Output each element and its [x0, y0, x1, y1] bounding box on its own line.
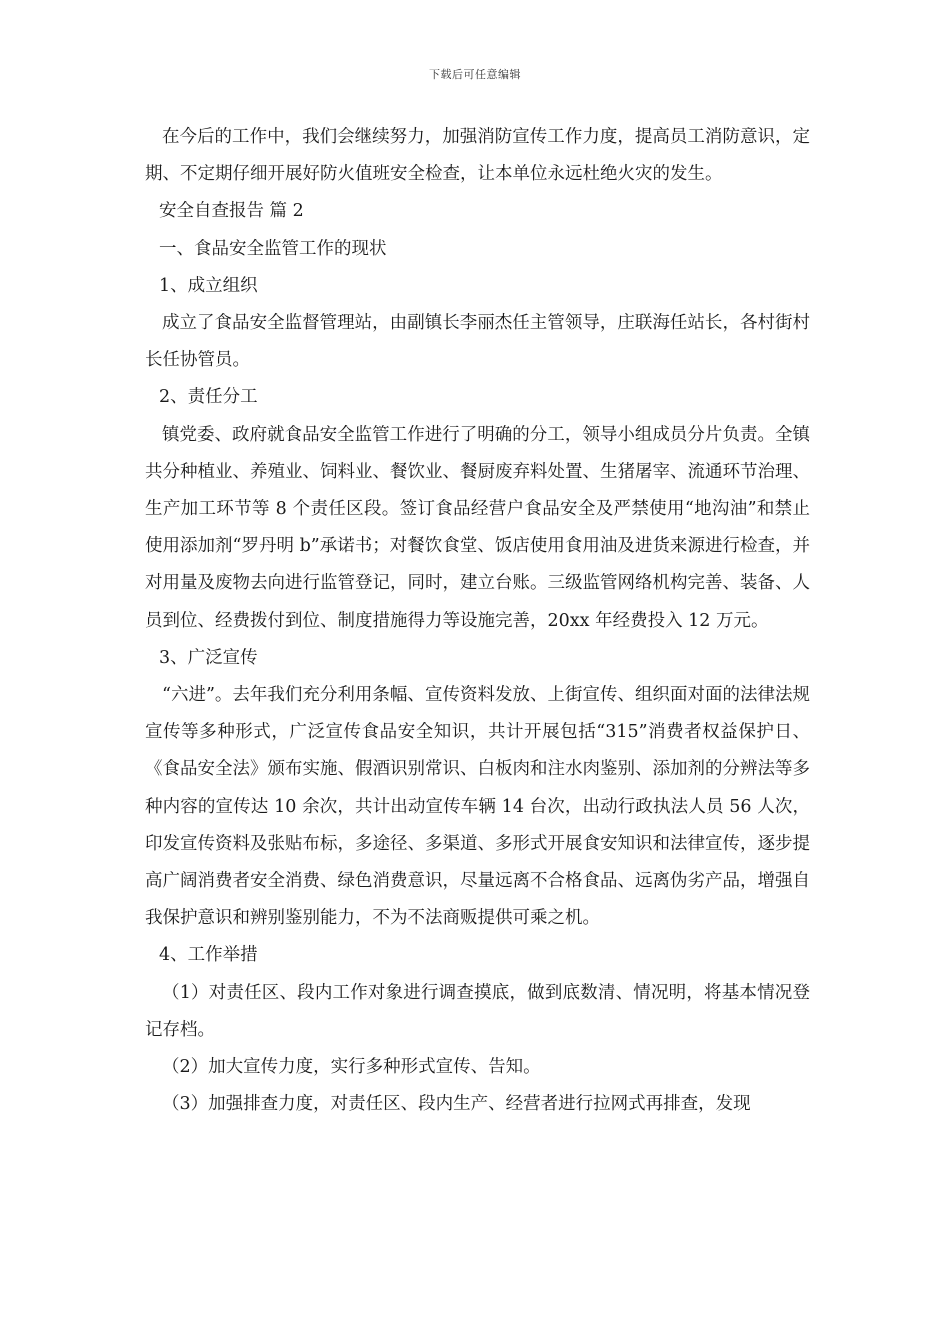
paragraph: 镇党委、政府就食品安全监管工作进行了明确的分工，领导小组成员分片负责。全镇共分种植业、养殖业、饲料业、餐饮业、餐厨废弃料处置、生猪屠宰、流通环节治理、生产加工环节等 8 个责任区段。签订食品经营户食品安全及严禁使用“地沟油”和禁止使用添加剂“罗丹明 b”承诺书；对餐饮食堂、饭店使用食用油及进货来源进行检查，并对用量及废物去向进行监管登记，同时，建立台账。三级监管网络机构完善、装备、人员到位、经费拨付到位、制度措施得力等设施完善，20xx 年经费投入 12 万元。 [145, 424, 810, 631]
page-header: 下载后可任意编辑 [429, 68, 521, 81]
paragraph: 在今后的工作中，我们会继续努力，加强消防宣传工作力度，提高员工消防意识，定期、不定期仔细开展好防火值班安全检查，让本单位永远杜绝火灾的发生。 [145, 127, 810, 185]
document-body [145, 119, 810, 1123]
list-item: （2）加大宣传力度，实行多种形式宣传、告知。 [162, 1057, 541, 1078]
list-item: （1）对责任区、段内工作对象进行调查摸底，做到底数清、情况明，将基本情况登记存档。 [145, 982, 810, 1040]
paragraph: 成立了食品安全监督管理站，由副镇长李丽杰任主管领导，庄联海任站长，各村街村长任协管员。 [145, 313, 810, 371]
subheading: 4、工作举措 [159, 945, 258, 966]
subheading: 3、广泛宣传 [159, 647, 258, 668]
section-title: 安全自查报告 篇 2 [159, 201, 304, 222]
subheading: 2、责任分工 [159, 387, 258, 408]
subheading: 1、成立组织 [159, 275, 258, 296]
paragraph: “六进”。去年我们充分利用条幅、宣传资料发放、上街宣传、组织面对面的法律法规宣传等多种形式，广泛宣传食品安全知识，共计开展包括“315”消费者权益保护日、《食品安全法》颁布实施、假酒识别常识、白板肉和注水肉鉴别、添加剂的分辨法等多种内容的宣传达 10 余次，共计出动宣传车辆 14 台次，出动行政执法人员 56 人次，印发宣传资料及张贴布标，多途径、多渠道、多形式开展食安知识和法律宣传，逐步提高广阔消费者安全消费、绿色消费意识，尽量远离不合格食品、远离伪劣产品，增强自我保护意识和辨别鉴别能力，不为不法商贩提供可乘之机。 [145, 685, 810, 929]
heading: 一、食品安全监管工作的现状 [159, 238, 387, 259]
list-item: （3）加强排查力度，对责任区、段内生产、经营者进行拉网式再排查，发现 [162, 1094, 751, 1115]
